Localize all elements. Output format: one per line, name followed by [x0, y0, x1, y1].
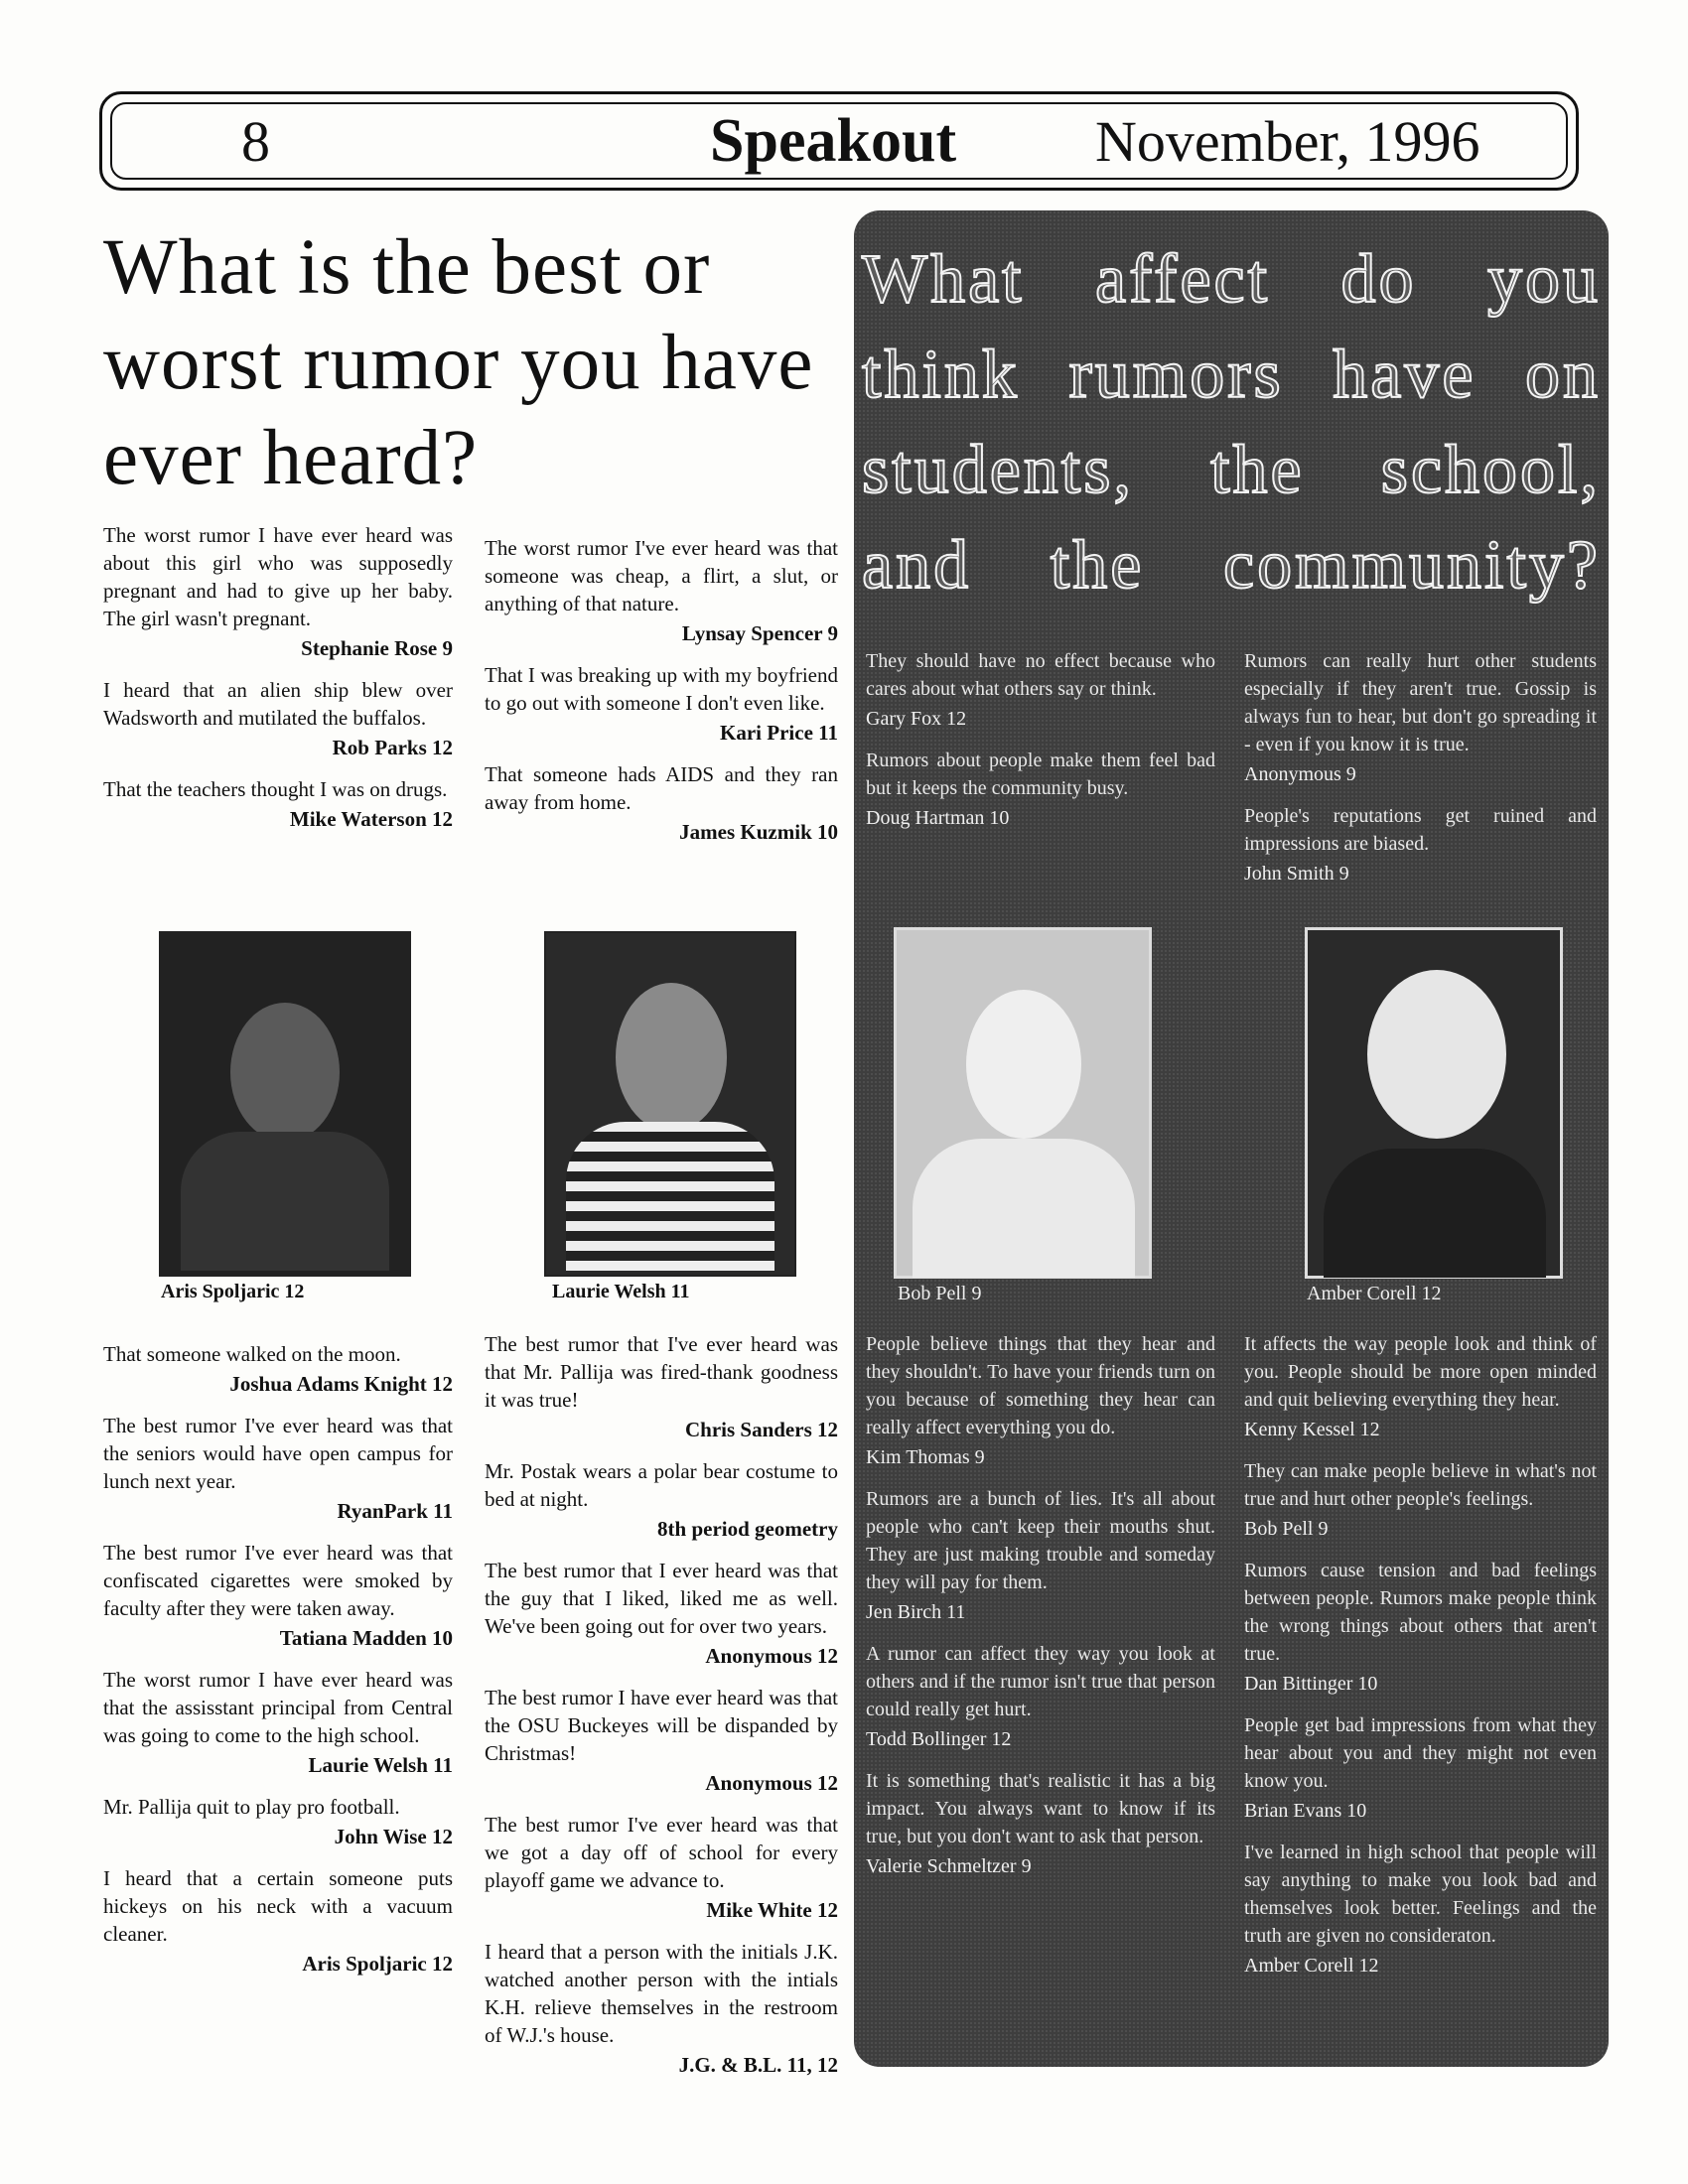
portrait-face [966, 990, 1081, 1139]
quote-author: Lynsay Spencer 9 [681, 621, 838, 645]
quote-author: Gary Fox 12 [866, 708, 967, 730]
quote-entry [1244, 1557, 1597, 1698]
quote-author: John Smith 9 [1244, 863, 1349, 885]
quote-text: They should have no effect because who cares about what others say or think. [866, 650, 1215, 700]
quote-entry [1244, 1457, 1597, 1543]
quote-text: The best rumor that I've ever heard was that Mr. Pallija was fired-thank goodness it was true! [485, 1332, 838, 1412]
quote-author: Todd Bollinger 12 [866, 1728, 1012, 1750]
quote-entry [103, 1412, 453, 1525]
caption-aris-spoljaric: Aris Spoljaric 12 [161, 1281, 305, 1302]
quote-entry [103, 1793, 453, 1850]
photo-bob-pell [894, 927, 1152, 1279]
quote-author: Anonymous 12 [705, 1644, 838, 1668]
page-header [99, 91, 1579, 191]
quote-author: Laurie Welsh 11 [308, 1753, 453, 1777]
quote-entry [103, 676, 453, 761]
quote-entry [103, 1666, 453, 1779]
issue-date: November, 1996 [1095, 109, 1480, 174]
quote-text: Rumors cause tension and bad feelings between people. Rumors make people think the wrong things about others that aren't true. [1244, 1560, 1597, 1665]
photo-laurie-welsh [544, 931, 796, 1277]
quote-text: The best rumor that I ever heard was that the guy that I liked, liked me as well. We've been going out for over two years. [485, 1559, 838, 1638]
opinion-panel [854, 210, 1609, 2067]
panel-left-col-bottom [866, 1330, 1215, 1894]
quote-entry [866, 1330, 1215, 1471]
photo-amber-corell [1305, 927, 1563, 1279]
left-col1-bottom [103, 1340, 453, 1991]
portrait-face [616, 983, 727, 1132]
quote-author: Chris Sanders 12 [684, 1418, 838, 1441]
panel-left-col-top [866, 647, 1215, 846]
quote-text: That I was breaking up with my boyfriend to go out with someone I don't even like. [485, 663, 838, 715]
quote-text: The best rumor I've ever heard was that we got a day off of school for every playoff game we advance to. [485, 1813, 838, 1892]
quote-text: It affects the way people look and think of you. People should be more open minded and quit believing everything they hear. [1244, 1333, 1597, 1411]
quote-text: They can make people believe in what's not true and hurt other people's feelings. [1244, 1460, 1597, 1510]
quote-text: People's reputations get ruined and impressions are biased. [1244, 805, 1597, 855]
quote-text: That someone walked on the moon. [103, 1342, 401, 1366]
quote-author: Amber Corell 12 [1244, 1955, 1379, 1977]
quote-entry [485, 1330, 838, 1443]
portrait-body [1324, 1149, 1546, 1278]
quote-entry [103, 1539, 453, 1652]
quote-entry [103, 1340, 453, 1398]
quote-author: 8th period geometry [657, 1517, 838, 1541]
quote-author: Doug Hartman 10 [866, 807, 1010, 829]
quote-author: Anonymous 12 [705, 1771, 838, 1795]
quote-text: The best rumor I have ever heard was that the OSU Buckeyes will be dispanded by Christmas! [485, 1686, 838, 1765]
quote-author: Mike White 12 [706, 1898, 838, 1922]
quote-entry [485, 1938, 838, 2079]
quote-author: Kim Thomas 9 [866, 1446, 985, 1468]
quote-text: I heard that a person with the initials J.K. watched another person with the intials K.H. relieve themselves in the restroom of W.J.'s house. [485, 1940, 838, 2047]
quote-entry [866, 747, 1215, 832]
quote-entry [103, 1864, 453, 1978]
portrait-body [181, 1132, 389, 1271]
left-col1-top [103, 521, 453, 847]
quote-author: Stephanie Rose 9 [301, 636, 453, 660]
quote-text: People believe things that they hear and they shouldn't. To have your friends turn on you because of something they hear can really affect everything you do. [866, 1333, 1215, 1438]
quote-entry [485, 1557, 838, 1670]
quote-text: Mr. Pallija quit to play pro football. [103, 1795, 400, 1819]
quote-entry [866, 1485, 1215, 1626]
quote-text: I heard that a certain someone puts hickeys on his neck with a vacuum cleaner. [103, 1866, 453, 1946]
quote-text: I heard that an alien ship blew over Wadsworth and mutilated the buffalos. [103, 678, 453, 730]
caption-amber-corell: Amber Corell 12 [1307, 1283, 1442, 1304]
portrait-face [1367, 970, 1506, 1139]
portrait-body [913, 1139, 1135, 1278]
quote-entry [103, 775, 453, 833]
quote-text: A rumor can affect they way you look at others and if the rumor isn't true that person could really get hurt. [866, 1643, 1215, 1720]
quote-entry [485, 661, 838, 747]
panel-headline: What affect do you think rumors have on students, the school, and the community? [862, 241, 1601, 604]
quote-text: The best rumor I've ever heard was that the seniors would have open campus for lunch next year. [103, 1414, 453, 1493]
quote-author: Tatiana Madden 10 [279, 1626, 453, 1650]
quote-author: Dan Bittinger 10 [1244, 1673, 1378, 1695]
left-col2-top [485, 534, 838, 860]
quote-author: Mike Waterson 12 [289, 807, 453, 831]
quote-text: I've learned in high school that people will say anything to make you look bad and themselves look better. Feelings and the truth are given no consideraton. [1244, 1842, 1597, 1947]
quote-author: Joshua Adams Knight 12 [229, 1372, 453, 1396]
quote-entry [866, 1767, 1215, 1880]
quote-text: That someone hads AIDS and they ran away from home. [485, 762, 838, 814]
panel-right-col-top [1244, 647, 1597, 901]
quote-text: Rumors are a bunch of lies. It's all about people who can't keep their mouths shut. They are just making trouble and someday they will pay for them. [866, 1488, 1215, 1593]
quote-entry [103, 521, 453, 662]
portrait-striped-shirt [566, 1122, 774, 1271]
left-headline: What is the best or worst rumor you have ever heard? [103, 224, 814, 501]
quote-entry [1244, 1839, 1597, 1979]
quote-entry [485, 1457, 838, 1543]
quote-entry [485, 534, 838, 647]
left-col2-bottom [485, 1330, 838, 2093]
quote-text: Rumors can really hurt other students especially if they aren't true. Gossip is always fun to hear, but don't go spreading it - even if you know it is true. [1244, 650, 1597, 755]
quote-entry [485, 1684, 838, 1797]
quote-entry [485, 1811, 838, 1924]
caption-laurie-welsh: Laurie Welsh 11 [552, 1281, 690, 1302]
quote-text: The best rumor I've ever heard was that confiscated cigarettes were smoked by faculty after they were taken away. [103, 1541, 453, 1620]
quote-entry [1244, 802, 1597, 887]
quote-author: Aris Spoljaric 12 [302, 1952, 453, 1976]
quote-author: John Wise 12 [334, 1825, 453, 1848]
page-number: 8 [241, 109, 270, 174]
quote-entry [866, 1640, 1215, 1753]
quote-text: The worst rumor I have ever heard was about this girl who was supposedly pregnant and had to give up her baby. The girl wasn't pregnant. [103, 523, 453, 630]
quote-entry [1244, 1330, 1597, 1443]
quote-author: Valerie Schmeltzer 9 [866, 1855, 1032, 1877]
quote-entry [866, 647, 1215, 733]
quote-author: Kari Price 11 [720, 721, 838, 745]
photo-aris-spoljaric [159, 931, 411, 1277]
panel-right-col-bottom [1244, 1330, 1597, 1993]
quote-text: That the teachers thought I was on drugs. [103, 777, 448, 801]
quote-entry [1244, 647, 1597, 788]
quote-text: Rumors about people make them feel bad but it keeps the community busy. [866, 750, 1215, 799]
caption-bob-pell: Bob Pell 9 [898, 1283, 982, 1304]
quote-author: Jen Birch 11 [866, 1601, 966, 1623]
quote-author: J.G. & B.L. 11, 12 [678, 2053, 838, 2077]
quote-text: People get bad impressions from what they hear about you and they might not even know you. [1244, 1714, 1597, 1792]
quote-text: Mr. Postak wears a polar bear costume to bed at night. [485, 1459, 838, 1511]
quote-entry [485, 760, 838, 846]
quote-text: It is something that's realistic it has a big impact. You always want to know if its true, but you don't want to ask that person. [866, 1770, 1215, 1847]
portrait-face [230, 1003, 340, 1142]
quote-author: Brian Evans 10 [1244, 1800, 1367, 1822]
section-title: Speakout [710, 107, 957, 175]
quote-author: Rob Parks 12 [332, 736, 453, 759]
quote-text: The worst rumor I have ever heard was that the assisstant principal from Central was going to come to the high school. [103, 1668, 453, 1747]
quote-author: RyanPark 11 [337, 1499, 453, 1523]
quote-author: Kenny Kessel 12 [1244, 1419, 1380, 1440]
quote-entry [1244, 1711, 1597, 1825]
quote-author: Bob Pell 9 [1244, 1518, 1329, 1540]
quote-author: Anonymous 9 [1244, 763, 1356, 785]
quote-author: James Kuzmik 10 [679, 820, 838, 844]
quote-text: The worst rumor I've ever heard was that someone was cheap, a flirt, a slut, or anything of that nature. [485, 536, 838, 615]
